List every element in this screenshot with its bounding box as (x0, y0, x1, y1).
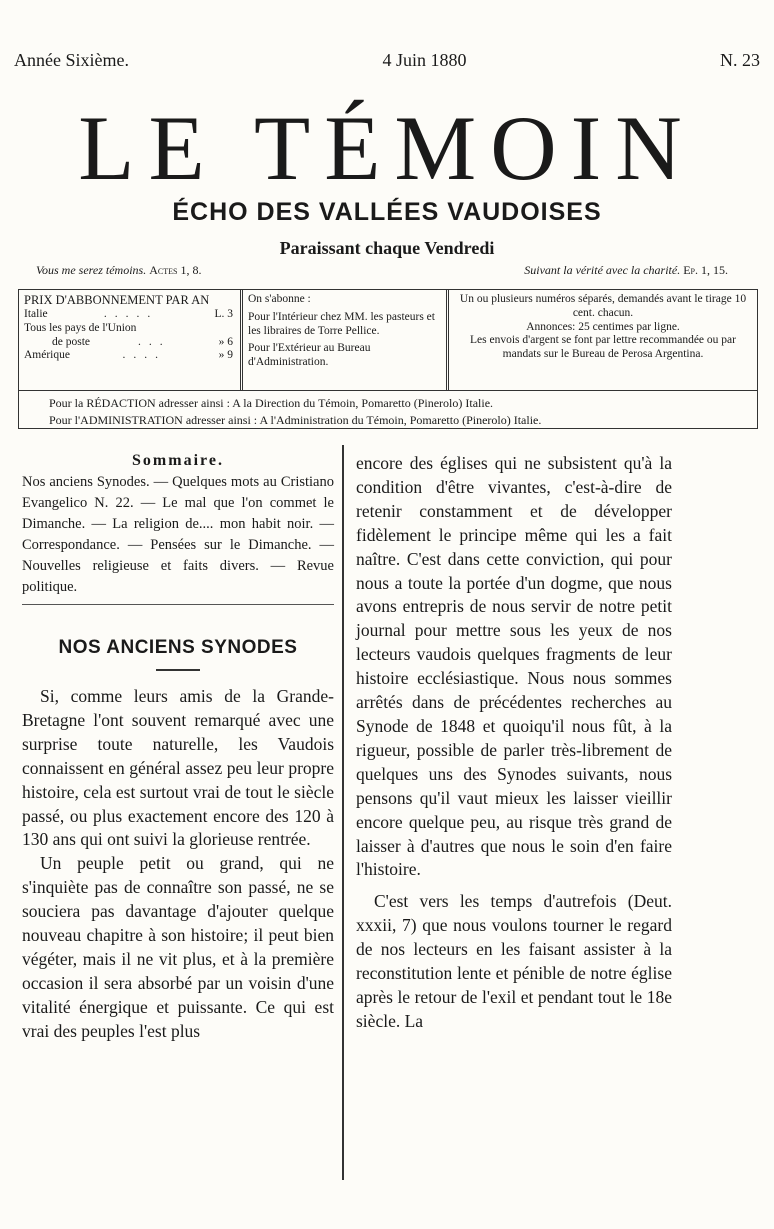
sommaire-text: Nos anciens Synodes. — Quelques mots au Cristiano Evangelico N. 22. — Le mal que l'on commet le Dimanche. — La religion de.... mon habit noir. — Correspondance. — Pensées sur le Dimanche. — Nouvelles religieuse et faits divers. — Revue politique. (22, 474, 334, 595)
paragraph: encore des églises qui ne subsistent qu'à la condition d'être vivantes, c'est-à-dire de retenir constamment et de développer fidèlement le principe même qui les a fait naître. C'est dans cette conviction, qui pour nous a toute la portée d'un dogme, que nous avons entrepris de nous servir de notre petit journal pour mettre sous les yeux de nos lecteurs vaudois quelques fragments de leur histoire ecclésiastique. Nous nous sommes arrêtés dans de précédentes recherches au Synode de 1848 et quoiqu'il nous fût, à la rigueur, possible de parler très-librement de quelques uns des Synodes suivants, nous pensons qu'il vaut mieux les laisser vieillir encore quelque peu, au risque très grand de laisser à d'autres que nous le soin d'en faire l'histoire. (356, 453, 672, 880)
price-row: Italie ..... L. 3 (24, 308, 233, 320)
paragraph: Si, comme leurs amis de la Grande-Bretagne l'ont souvent remarqué avec une surprise toute naturelle, les Vaudois connaissent en général assez peu leur propre histoire, cela est surtout vrai de tout le siècle passé, ou plus exactement encore des 120 à 130 ans qui ont suivi la glorieuse rentrée. (22, 686, 334, 850)
issue-date: 4 Juin 1880 (382, 50, 467, 70)
title-rule (156, 669, 200, 671)
subscription-prices (19, 290, 243, 390)
newspaper-subtitle: ÉCHO DES VALLÉES VAUDOISES (172, 198, 602, 226)
paragraph: Un peuple petit ou grand, qui ne s'inquiète pas de connaître son passé, ne se souciera pas davantage d'ajouter quelque nouveau chapitre à son histoire; il peut bien végéter, mais il ne vit plus, et à la première occasion il sera absorbé par un voisin d'une vitalité énergique et puissante. Ce qui est vrai des peuples l'est plus (22, 853, 334, 1041)
mottos (36, 263, 728, 278)
paragraph: C'est vers les temps d'autrefois (Deut. xxxii, 7) que nous voulons tourner le regard de nos lecteurs en les faisant assister à la reconstitution lente et pénible de notre église après le retour de l'exil et pendant tout le 18e siècle. La (356, 891, 672, 1031)
issue-info (14, 50, 760, 71)
issue-year: Année Sixième. (14, 50, 129, 70)
article-body-right (356, 452, 672, 1034)
subscribe-where: On s'abonne : Pour l'Intérieur chez MM. les pasteurs et les libraires de Torre Pellice. Pour l'Extérieur au Bureau d'Administration. (243, 290, 449, 390)
sales-info: Un ou plusieurs numéros séparés, demandés avant le tirage 10 cent. chacun. Annonces: 25 centimes par ligne. Les envois d'argent se font par lettre recommandée ou par mandats sur le Bureau de Perosa Argentina. (459, 293, 747, 361)
motto-right: Suivant la vérité avec la charité. Ep. 1, 15. (524, 263, 728, 277)
article-body-left (22, 685, 334, 1044)
postal-addresses (19, 391, 757, 430)
address-redaction: Pour la RÉDACTION adresser ainsi : A la Direction du Témoin, Pomaretto (Pinerolo) Italie. (49, 396, 494, 410)
motto-left: Vous me serez témoins. Actes 1, 8. (36, 263, 202, 277)
issue-number: N. 23 (720, 50, 760, 70)
publication-frequency: Paraissant chaque Vendredi (279, 238, 495, 258)
sommaire-title: Sommaire. (132, 452, 224, 469)
newspaper-title: LE TÉMOIN (78, 97, 696, 199)
article-title: NOS ANCIENS SYNODES (58, 637, 298, 658)
price-row: de poste ... » 6 (52, 335, 233, 348)
column-divider (342, 445, 344, 1180)
separator-rule (22, 604, 334, 605)
left-column (22, 452, 334, 1044)
right-column (356, 452, 672, 1034)
subscription-title: PRIX D'ABBONNEMENT PAR AN (24, 293, 210, 307)
address-administration: Pour l'ADMINISTRATION adresser ainsi : A l'Administration du Témoin, Pomaretto (Pinerolo) Italie. (49, 413, 542, 428)
price-row: Amérique .... » 9 (24, 349, 233, 362)
price-row: Tous les pays de l'Union (24, 321, 137, 334)
subscription-info-box (18, 289, 758, 429)
